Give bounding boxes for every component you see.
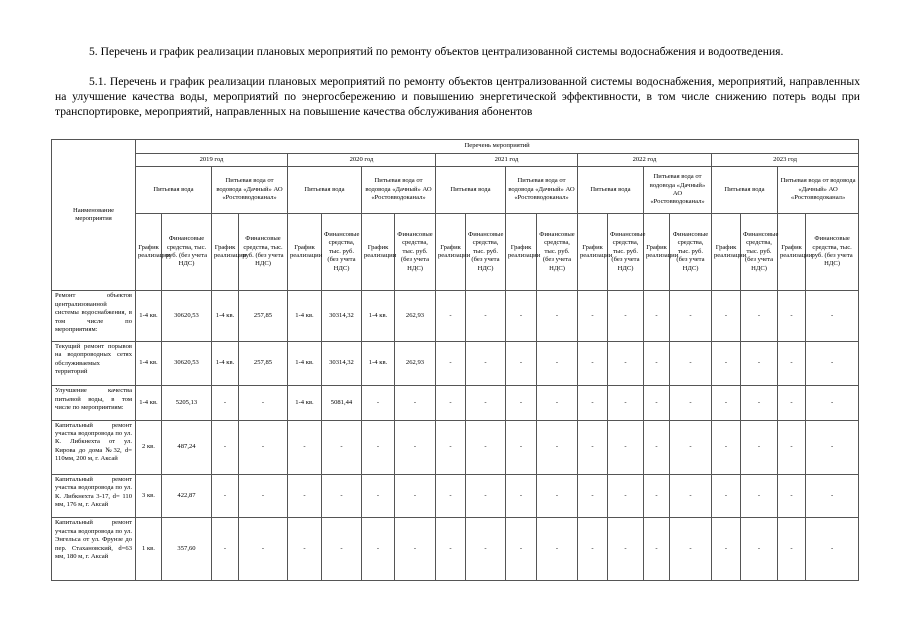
finance-cell: 262,93 — [395, 341, 436, 385]
schedule-cell: - — [212, 420, 239, 474]
finance-cell: - — [239, 518, 288, 581]
schedule-header: График реализации — [136, 213, 162, 291]
group-header: Питьевая вода — [436, 167, 506, 213]
schedule-header: График реализации — [212, 213, 239, 291]
finance-cell: - — [466, 291, 506, 341]
finance-cell: 262,93 — [395, 291, 436, 341]
schedule-cell: - — [712, 341, 741, 385]
finance-cell: - — [239, 386, 288, 420]
finance-header: Финансовые средства, тыс. руб. (без учета НДС) — [806, 213, 859, 291]
table-row — [52, 475, 859, 518]
section-5-1-heading: 5.1. Перечень и график реализации плановых мероприятий по ремонту объектов централизованной системы водоснабжения, мероприятий, направленных на улучшение качества воды, мероприятий по энергосбережению и повышению энергетической эффективности, в том числе снижению потерь воды при транспортировке, мероприятий, направленных на повышение качества обслуживания абонентов — [55, 75, 860, 118]
schedule-cell: - — [644, 386, 670, 420]
finance-cell: - — [466, 420, 506, 474]
finance-cell: 30620,53 — [162, 341, 212, 385]
schedule-cell: - — [436, 475, 466, 518]
schedule-cell: - — [506, 420, 537, 474]
list-header: Перечень мероприятий — [136, 140, 859, 154]
finance-cell: - — [608, 518, 644, 581]
finance-cell: - — [608, 475, 644, 518]
finance-header: Финансовые средства, тыс. руб. (без учета НДС) — [670, 213, 712, 291]
finance-cell: - — [741, 420, 778, 474]
schedule-cell: - — [362, 475, 395, 518]
schedule-cell: 1-4 кв. — [136, 291, 162, 341]
schedule-cell: - — [212, 386, 239, 420]
finance-cell: - — [806, 386, 859, 420]
schedule-cell: - — [778, 291, 806, 341]
finance-cell: - — [608, 386, 644, 420]
group-header: Питьевая вода — [288, 167, 362, 213]
schedule-cell: - — [712, 291, 741, 341]
header-row-title — [52, 140, 859, 154]
schedule-cell: - — [436, 518, 466, 581]
finance-cell: 257,85 — [239, 291, 288, 341]
finance-header: Финансовые средства, тыс. руб. (без учета НДС) — [466, 213, 506, 291]
schedule-cell: - — [712, 475, 741, 518]
schedule-cell: - — [778, 518, 806, 581]
schedule-header: График реализации — [644, 213, 670, 291]
finance-cell: - — [466, 341, 506, 385]
schedule-cell: - — [644, 475, 670, 518]
schedule-cell: - — [436, 291, 466, 341]
finance-cell: - — [322, 420, 362, 474]
schedule-cell: - — [212, 518, 239, 581]
finance-header: Финансовые средства, тыс. руб. (без учета НДС) — [322, 213, 362, 291]
schedule-cell: 1-4 кв. — [288, 386, 322, 420]
group-header: Питьевая вода — [712, 167, 778, 213]
schedule-cell: - — [436, 341, 466, 385]
schedule-cell: - — [578, 420, 608, 474]
finance-cell: - — [537, 341, 578, 385]
schedule-cell: - — [644, 341, 670, 385]
finance-cell: - — [239, 420, 288, 474]
schedule-cell: 1 кв. — [136, 518, 162, 581]
finance-cell: - — [670, 518, 712, 581]
finance-cell: - — [806, 518, 859, 581]
measure-name: Улучшение качества питьевой воды, в том числе по мероприятиям: — [52, 386, 136, 420]
group-header: Питьевая вода от водовода «Дачный» АО «Ростовводоканал» — [644, 167, 712, 213]
schedule-cell: - — [506, 291, 537, 341]
year-header: 2022 год — [578, 154, 712, 167]
finance-header: Финансовые средства, тыс. руб. (без учета НДС) — [741, 213, 778, 291]
finance-cell: 30620,53 — [162, 291, 212, 341]
schedule-cell: - — [778, 420, 806, 474]
schedule-cell: - — [578, 341, 608, 385]
group-header: Питьевая вода от водовода «Дачный» АО «Ростовводоканал» — [362, 167, 436, 213]
group-header: Питьевая вода — [578, 167, 644, 213]
finance-cell: - — [537, 420, 578, 474]
schedule-header: График реализации — [712, 213, 741, 291]
finance-cell: - — [608, 341, 644, 385]
finance-cell: - — [670, 341, 712, 385]
schedule-cell: - — [644, 291, 670, 341]
schedule-header: График реализации — [362, 213, 395, 291]
finance-header: Финансовые средства, тыс. руб. (без учета НДС) — [395, 213, 436, 291]
schedule-header: График реализации — [506, 213, 537, 291]
schedule-header: График реализации — [778, 213, 806, 291]
schedule-cell: - — [712, 386, 741, 420]
schedule-cell: - — [578, 518, 608, 581]
finance-cell: - — [537, 386, 578, 420]
schedule-cell: 1-4 кв. — [288, 341, 322, 385]
finance-cell: - — [395, 475, 436, 518]
table-row — [52, 518, 859, 581]
schedule-cell: - — [362, 518, 395, 581]
finance-cell: - — [806, 475, 859, 518]
finance-cell: - — [670, 291, 712, 341]
name-header: Наименование мероприятия — [52, 140, 136, 291]
schedule-cell: 1-4 кв. — [136, 386, 162, 420]
schedule-cell: 1-4 кв. — [136, 341, 162, 385]
schedule-cell: 1-4 кв. — [212, 291, 239, 341]
finance-cell: - — [741, 341, 778, 385]
schedule-cell: - — [778, 475, 806, 518]
year-header: 2023 год — [712, 154, 859, 167]
finance-cell: 422,87 — [162, 475, 212, 518]
finance-cell: - — [466, 475, 506, 518]
finance-cell: 487,24 — [162, 420, 212, 474]
group-header: Питьевая вода от водовода «Дачный» АО «Ростовводоканал» — [212, 167, 288, 213]
finance-cell: - — [395, 420, 436, 474]
finance-header: Финансовые средства, тыс. руб. (без учета НДС) — [239, 213, 288, 291]
table-body — [52, 291, 859, 581]
header-row-groups — [52, 167, 859, 213]
schedule-cell: - — [506, 386, 537, 420]
finance-cell: - — [395, 518, 436, 581]
section-5-heading: 5. Перечень и график реализации плановых мероприятий по ремонту объектов централизованной системы водоснабжения и водоотведения. — [89, 45, 784, 58]
schedule-cell: - — [288, 475, 322, 518]
schedule-cell: - — [778, 386, 806, 420]
schedule-cell: - — [506, 518, 537, 581]
group-header: Питьевая вода от водовода «Дачный» АО «Ростовводоканал» — [778, 167, 859, 213]
table-row — [52, 420, 859, 474]
schedule-cell: 1-4 кв. — [362, 341, 395, 385]
schedule-cell: 2 кв. — [136, 420, 162, 474]
schedule-cell: - — [436, 386, 466, 420]
schedule-cell: - — [362, 386, 395, 420]
schedule-header: График реализации — [288, 213, 322, 291]
schedule-cell: - — [212, 475, 239, 518]
schedule-cell: 1-4 кв. — [212, 341, 239, 385]
schedule-header: График реализации — [578, 213, 608, 291]
table-row — [52, 386, 859, 420]
schedule-cell: - — [288, 518, 322, 581]
finance-cell: - — [670, 420, 712, 474]
schedule-cell: - — [362, 420, 395, 474]
schedule-cell: 1-4 кв. — [362, 291, 395, 341]
finance-cell: 257,85 — [239, 341, 288, 385]
schedule-header: График реализации — [436, 213, 466, 291]
finance-cell: 5081,44 — [322, 386, 362, 420]
schedule-cell: - — [712, 518, 741, 581]
finance-cell: 30314,32 — [322, 341, 362, 385]
measure-name: Капитальный ремонт участка водопровода по ул. К. Либкнехта 3-17, d= 110 мм, 176 м, г. Аксай — [52, 475, 136, 518]
measures-table — [51, 139, 859, 581]
schedule-cell: - — [578, 386, 608, 420]
schedule-cell: 1-4 кв. — [288, 291, 322, 341]
measure-name: Капитальный ремонт участка водопровода по ул. Энгельса от ул. Фрунзе до пер. Стахановский, d=63 мм, 180 м, г. Аксай — [52, 518, 136, 581]
schedule-cell: 3 кв. — [136, 475, 162, 518]
schedule-cell: - — [578, 475, 608, 518]
finance-cell: - — [537, 518, 578, 581]
table-row — [52, 341, 859, 385]
finance-header: Финансовые средства, тыс. руб. (без учета НДС) — [537, 213, 578, 291]
schedule-cell: - — [644, 518, 670, 581]
finance-cell: - — [608, 291, 644, 341]
finance-cell: - — [670, 475, 712, 518]
group-header: Питьевая вода от водовода «Дачный» АО «Ростовводоканал» — [506, 167, 578, 213]
finance-cell: - — [806, 291, 859, 341]
group-header: Питьевая вода — [136, 167, 212, 213]
finance-cell: 357,60 — [162, 518, 212, 581]
finance-cell: - — [466, 386, 506, 420]
finance-cell: - — [239, 475, 288, 518]
finance-cell: - — [466, 518, 506, 581]
finance-cell: - — [806, 420, 859, 474]
schedule-cell: - — [778, 341, 806, 385]
header-row-years — [52, 154, 859, 167]
year-header: 2019 год — [136, 154, 288, 167]
finance-cell: - — [608, 420, 644, 474]
schedule-cell: - — [506, 475, 537, 518]
schedule-cell: - — [712, 420, 741, 474]
finance-cell: - — [322, 475, 362, 518]
finance-cell: - — [741, 291, 778, 341]
header-row-subcols — [52, 213, 859, 291]
measure-name: Капитальный ремонт участка водопровода по ул. К. Либкнехта от ул. Кирова до дома №32, d= 110мм, 200 м, г. Аксай — [52, 420, 136, 474]
schedule-cell: - — [288, 420, 322, 474]
finance-cell: - — [395, 386, 436, 420]
finance-cell: 5205,13 — [162, 386, 212, 420]
finance-cell: 30314,32 — [322, 291, 362, 341]
measure-name: Ремонт объектов централизованной системы водоснабжения, в том числе по мероприятиям: — [52, 291, 136, 341]
finance-header: Финансовые средства, тыс. руб. (без учета НДС) — [608, 213, 644, 291]
year-header: 2020 год — [288, 154, 436, 167]
finance-cell: - — [537, 291, 578, 341]
schedule-cell: - — [578, 291, 608, 341]
finance-cell: - — [741, 475, 778, 518]
finance-cell: - — [741, 518, 778, 581]
finance-header: Финансовые средства, тыс. руб. (без учета НДС) — [162, 213, 212, 291]
year-header: 2021 год — [436, 154, 578, 167]
measure-name: Текущий ремонт порывов на водопроводных сетях обслуживаемых территорий — [52, 341, 136, 385]
finance-cell: - — [322, 518, 362, 581]
finance-cell: - — [670, 386, 712, 420]
table-row — [52, 291, 859, 341]
schedule-cell: - — [506, 341, 537, 385]
finance-cell: - — [806, 341, 859, 385]
schedule-cell: - — [644, 420, 670, 474]
finance-cell: - — [741, 386, 778, 420]
finance-cell: - — [537, 475, 578, 518]
schedule-cell: - — [436, 420, 466, 474]
